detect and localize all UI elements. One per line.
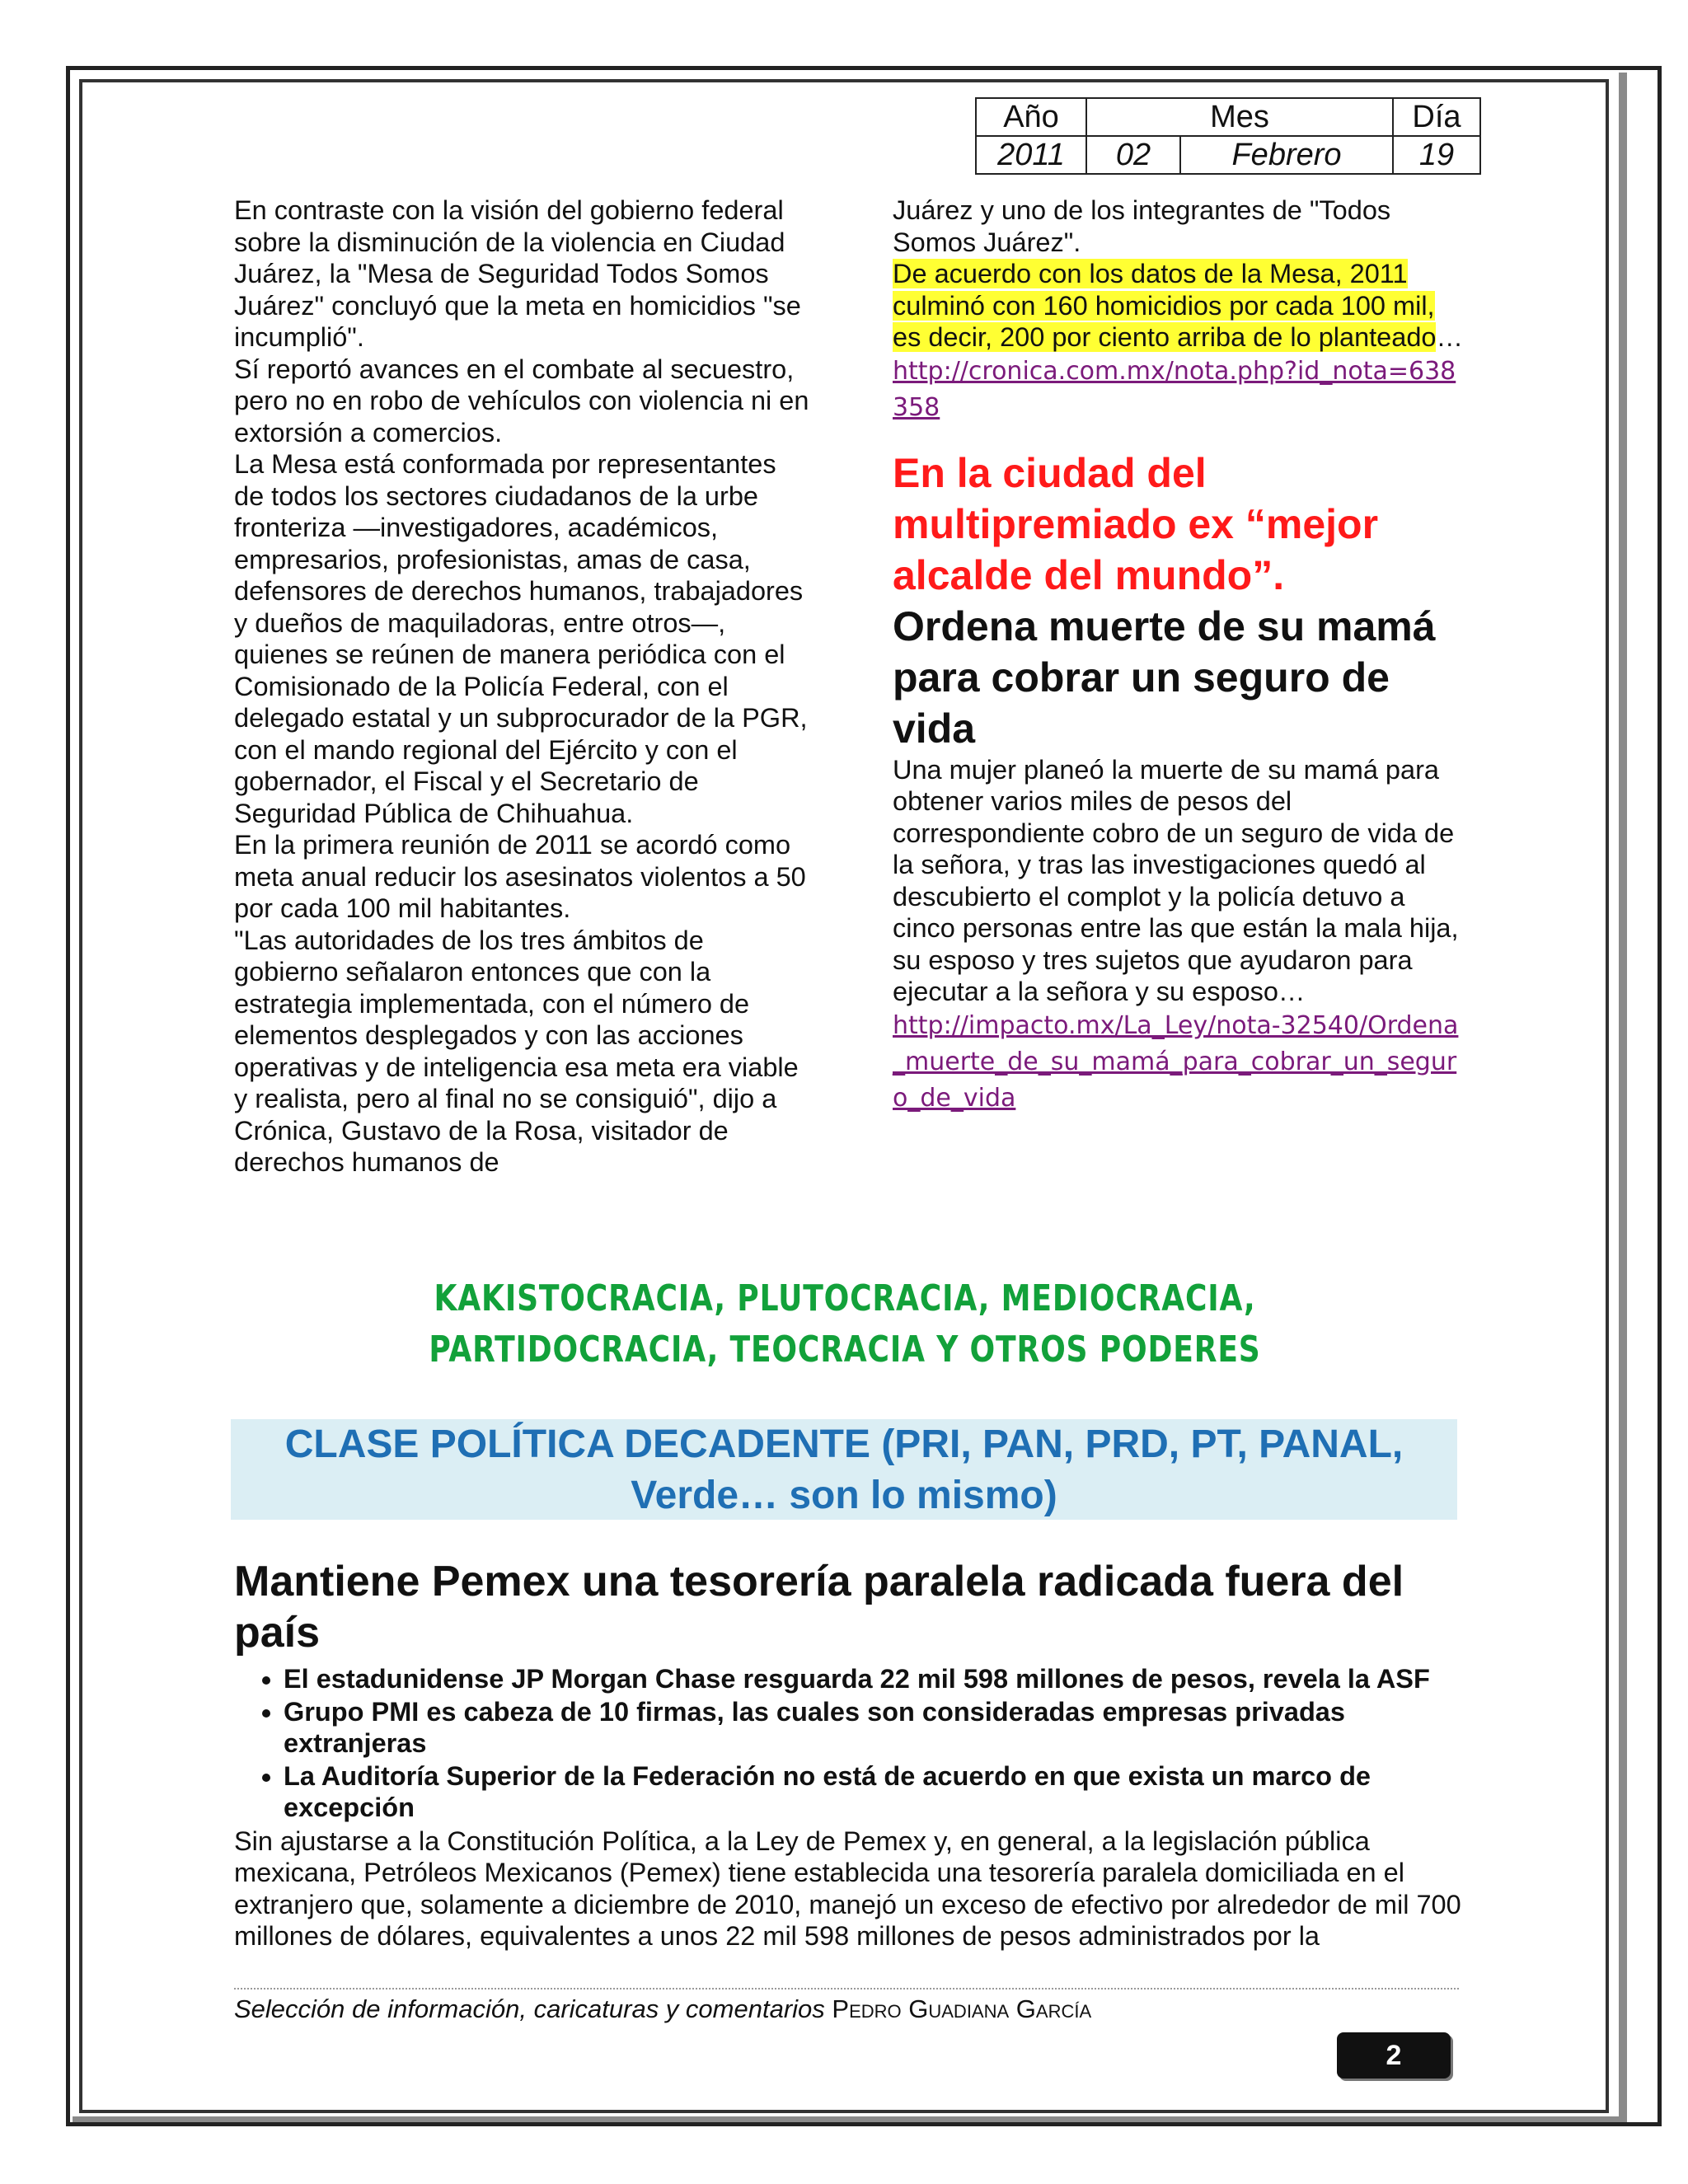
date-day: 19	[1393, 136, 1480, 174]
story-text: Una mujer planeó la muerte de su mamá para obtener varios miles de pesos del correspondiente cobro de un seguro de vida de la señora, y tras las investigaciones quedó al descubierto el complot y la policía detuvo a cinco personas entre las que están la mala hija, su esposo y tres sujetos que ayudaron para ejecutar a la señora y su esposo…	[893, 754, 1459, 1006]
date-month-number: 02	[1086, 136, 1180, 174]
article-title: Mantiene Pemex una tesorería paralela radicada fuera del país	[234, 1558, 1404, 1657]
date-year: 2011	[976, 136, 1086, 174]
paragraph: En contraste con la visión del gobierno federal sobre la disminución de la violencia en Ciudad Juárez, la "Mesa de Seguridad Todos Somos Juárez" concluyó que la meta en homicidios "se incumplió".	[234, 195, 801, 352]
highlighted-paragraph	[893, 258, 1470, 354]
bullet-item: • El estadunidense JP Morgan Chase resguarda 22 mil 598 millones de pesos, revela la ASF	[284, 1663, 1470, 1695]
footer-divider	[234, 1988, 1459, 1990]
footer	[234, 1994, 1091, 2024]
date-box	[975, 97, 1481, 175]
bullet-item: • Grupo PMI es cabeza de 10 firmas, las cuales son consideradas empresas privadas extranjeras	[284, 1696, 1470, 1760]
article-bullets	[234, 1663, 1470, 1824]
date-header-day: Día	[1393, 98, 1480, 136]
banner-title: CLASE POLÍTICA DECADENTE (PRI, PAN, PRD, PT, PANAL, Verde… son lo mismo)	[284, 1422, 1404, 1517]
red-headline: En la ciudad del multipremiado ex “mejor alcalde del mundo”.	[893, 449, 1379, 598]
date-header-month: Mes	[1086, 98, 1393, 136]
paragraph: Sí reportó avances en el combate al secuestro, pero no en robo de vehículos con violencia ni en extorsión a comercios.	[234, 354, 809, 448]
section-heading: KAKISTOCRACIA, PLUTOCRACIA, MEDIOCRACIA, PARTIDOCRACIA, TEOCRACIA Y OTROS PODERES	[429, 1277, 1261, 1371]
date-month-name: Febrero	[1180, 136, 1393, 174]
right-column	[893, 194, 1470, 1117]
pemex-article	[234, 1556, 1470, 1952]
page-number: 2	[1337, 2032, 1451, 2079]
story-headline: Ordena muerte de su mamá para cobrar un seguro de vida	[893, 602, 1436, 752]
paragraph: "Las autoridades de los tres ámbitos de gobierno señalaron entonces que con la estrategia implementada, con el número de elementos desplegados y con las acciones operativas y de inteligencia esa meta era viable y realista, pero al final no se consiguió", dijo a Crónica, Gustavo de la Rosa, visitador de derechos humanos de	[234, 925, 799, 1177]
continuation-text: Juárez y uno de los integrantes de "Todos Somos Juárez".	[893, 195, 1391, 257]
ellipsis: …	[1436, 322, 1463, 352]
footer-author: Pedro Guadiana García	[832, 1994, 1092, 2023]
impacto-link[interactable]: http://impacto.mx/La_Ley/nota-32540/Ordena_muerte_de_su_mamá_para_cobrar_un_seguro_de_vida	[893, 1010, 1459, 1113]
date-header-year: Año	[976, 98, 1086, 136]
paragraph: En la primera reunión de 2011 se acordó como meta anual reducir los asesinatos violentos a 50 por cada 100 mil habitantes.	[234, 830, 806, 923]
paragraph: La Mesa está conformada por representantes de todos los sectores ciudadanos de la urbe fronteriza —investigadores, académicos, empresarios, profesionistas, amas de casa, defensores de derechos humanos, trabajadores y dueños de maquiladoras, entre otros—, quienes se reúnen de manera periódica con el Comisionado de la Policía Federal, con el delegado estatal y un subprocurador de la PGR, con el mando regional del Ejército y con el gobernador, el Fiscal y el Secretario de Seguridad Pública de Chihuahua.	[234, 449, 808, 828]
highlighted-text: De acuerdo con los datos de la Mesa, 2011 culminó con 160 homicidios por cada 100 mil, es decir, 200 por ciento arriba de lo planteado	[893, 259, 1437, 352]
bullet-item: • La Auditoría Superior de la Federación no está de acuerdo en que exista un marco de excepción	[284, 1760, 1470, 1824]
article-body: Sin ajustarse a la Constitución Política, a la Ley de Pemex y, en general, a la legislación pública mexicana, Petróleos Mexicanos (Pemex) tiene establecida una tesorería paralela domiciliada en el extranjero que, solamente a diciembre de 2010, manejó un exceso de efectivo por alrededor de mil 700 millones de dólares, equivalentes a unos 22 mil 598 millones de pesos administrados por la	[234, 1825, 1461, 1951]
footer-text: Selección de información, caricaturas y comentarios	[234, 1994, 825, 2023]
left-column	[234, 194, 811, 1179]
cronica-link[interactable]: http://cronica.com.mx/nota.php?id_nota=638358	[893, 356, 1456, 422]
